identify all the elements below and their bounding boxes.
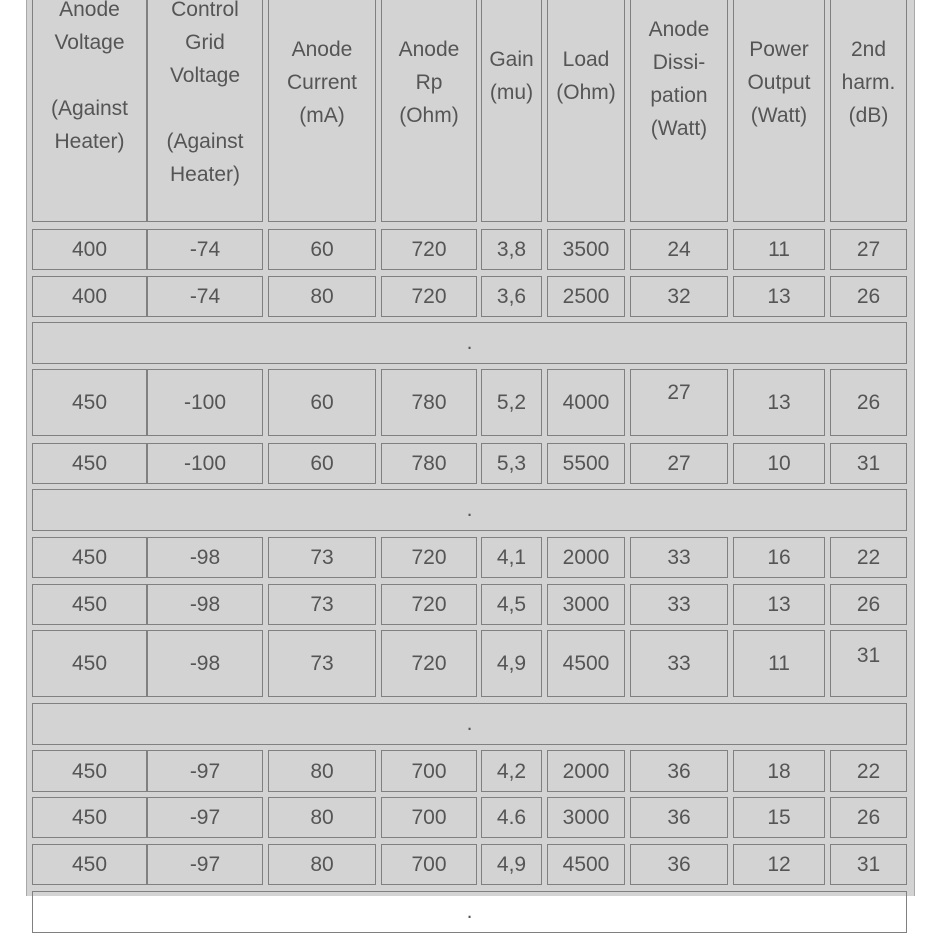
cell-anode-rp [381,630,477,697]
cell-load [547,630,625,697]
cell-gain [481,584,542,625]
cell-gain [481,750,542,792]
cell-anode-rp [381,369,477,436]
cell-anode-current-text: 60 [310,452,334,475]
cell-anode-rp-text: 720 [411,652,447,675]
cell-grid-voltage [147,443,263,484]
cell-anode-dissipation-text: 27 [667,381,691,404]
cell-anode-dissipation [630,537,728,578]
cell-anode-rp-text: 720 [411,285,447,308]
cell-anode-voltage-text: 450 [71,652,108,675]
cell-power-output-text: 13 [767,391,791,414]
cell-power-output-text: 11 [768,238,790,261]
cell-anode-voltage-text: 450 [71,806,108,829]
cell-power-output [733,537,825,578]
cell-anode-voltage-text: 450 [71,452,108,475]
cell-grid-voltage [147,584,263,625]
cell-grid-voltage-text: -100 [183,391,227,414]
header-load-text: Load (Ohm) [556,48,616,104]
cell-second-harmonic [830,229,907,270]
cell-anode-voltage [32,229,147,270]
cell-gain-text: 4,1 [496,546,527,569]
cell-anode-rp [381,537,477,578]
cell-anode-dissipation [630,276,728,317]
cell-anode-current-text: 80 [310,759,334,783]
cell-anode-voltage [32,630,147,697]
cell-anode-rp [381,276,477,317]
cell-load [547,443,625,484]
cell-anode-rp-text: 720 [411,593,447,616]
cell-second-harmonic [830,537,907,578]
cell-gain [481,630,542,697]
cell-anode-dissipation [630,844,728,885]
cell-second-harmonic [830,276,907,317]
cell-power-output [733,584,825,625]
separator-row [32,703,907,745]
cell-anode-dissipation-text: 32 [667,285,691,308]
cell-anode-current-text: 80 [310,285,334,308]
separator-row [32,891,907,933]
header-power-output [733,0,825,222]
cell-anode-rp [381,584,477,625]
cell-gain [481,797,542,838]
cell-anode-voltage [32,750,147,792]
cell-grid-voltage-text: -98 [189,546,221,569]
cell-anode-voltage [32,584,147,625]
header-anode-dissipation [630,0,728,222]
cell-second-harmonic [830,443,907,484]
header-grid-voltage [147,0,263,222]
cell-load [547,844,625,885]
cell-gain-text: 4,9 [496,652,527,675]
cell-power-output-text: 13 [767,593,791,616]
cell-gain-text: 3,8 [496,238,527,261]
cell-grid-voltage [147,229,263,270]
cell-anode-voltage-text: 450 [71,593,108,616]
cell-anode-voltage-text: 400 [71,285,108,308]
cell-gain-text: 4,2 [496,759,527,783]
cell-load-text: 5500 [562,452,610,475]
cell-gain [481,844,542,885]
cell-anode-rp-text: 700 [411,759,447,783]
cell-anode-current-text: 73 [310,593,334,616]
cell-anode-voltage [32,797,147,838]
cell-anode-current-text: 73 [310,652,334,675]
cell-grid-voltage [147,630,263,697]
cell-gain [481,229,542,270]
cell-load-text: 3000 [562,806,610,829]
cell-gain [481,276,542,317]
cell-load [547,276,625,317]
header-anode-rp-text: Anode Rp (Ohm) [398,38,460,127]
cell-anode-dissipation [630,229,728,270]
cell-power-output [733,750,825,792]
cell-power-output [733,443,825,484]
cell-anode-current [268,630,376,697]
cell-load [547,537,625,578]
separator-row [32,322,907,364]
cell-anode-current-text: 60 [310,238,334,261]
cell-load-text: 2000 [562,759,610,783]
cell-power-output [733,369,825,436]
cell-anode-rp [381,844,477,885]
cell-power-output-text: 18 [767,759,791,783]
cell-second-harmonic [830,844,907,885]
cell-grid-voltage [147,537,263,578]
cell-anode-current [268,276,376,317]
cell-power-output [733,276,825,317]
separator-row-text: . [466,712,473,735]
cell-anode-current [268,797,376,838]
cell-anode-voltage [32,844,147,885]
cell-anode-dissipation [630,750,728,792]
cell-grid-voltage [147,369,263,436]
cell-anode-dissipation-text: 36 [667,759,691,783]
cell-anode-current-text: 80 [310,806,334,829]
cell-anode-rp [381,797,477,838]
cell-load-text: 4500 [562,853,610,876]
cell-load [547,584,625,625]
header-anode-rp [381,0,477,222]
header-anode-voltage-text: Anode Voltage (Against Heater) [50,0,129,153]
cell-anode-voltage [32,443,147,484]
header-anode-dissipation-text: Anode Dissi- pation (Watt) [648,18,710,140]
cell-anode-dissipation-text: 33 [667,546,691,569]
cell-load-text: 3000 [562,593,610,616]
cell-anode-current-text: 60 [310,391,334,414]
cell-second-harmonic-text: 31 [856,452,881,475]
cell-grid-voltage-text: -100 [183,452,227,475]
cell-anode-voltage-text: 450 [71,546,108,569]
cell-anode-dissipation-text: 36 [667,853,691,876]
cell-anode-rp-text: 700 [411,853,447,876]
cell-anode-rp-text: 780 [411,452,447,475]
cell-anode-dissipation-text: 24 [667,238,691,261]
cell-anode-voltage [32,537,147,578]
cell-gain-text: 4,9 [496,853,527,876]
cell-anode-voltage-text: 400 [71,238,108,261]
cell-grid-voltage-text: -97 [189,853,221,876]
header-anode-voltage [32,0,147,222]
cell-second-harmonic-text: 26 [856,285,881,308]
cell-second-harmonic-text: 31 [856,853,881,876]
cell-second-harmonic-text: 26 [856,806,881,829]
cell-anode-rp-text: 700 [411,806,447,829]
cell-gain [481,537,542,578]
cell-grid-voltage-text: -98 [189,593,221,616]
cell-power-output-text: 15 [767,806,791,829]
cell-gain [481,443,542,484]
cell-gain-text: 5,3 [496,452,527,475]
header-second-harmonic [830,0,907,222]
cell-load [547,797,625,838]
cell-second-harmonic [830,630,907,697]
cell-anode-voltage-text: 450 [71,759,108,783]
cell-second-harmonic-text: 22 [856,759,881,783]
cell-grid-voltage-text: -97 [189,806,221,829]
cell-grid-voltage-text: -97 [189,759,221,783]
cell-second-harmonic [830,797,907,838]
cell-grid-voltage-text: -74 [189,285,221,308]
header-power-output-text: Power Output (Watt) [747,38,811,127]
separator-row [32,489,907,531]
cell-anode-dissipation-text: 27 [667,452,691,475]
cell-anode-dissipation [630,443,728,484]
cell-power-output-text: 13 [767,285,791,308]
cell-power-output [733,844,825,885]
cell-second-harmonic [830,369,907,436]
cell-load [547,750,625,792]
cell-second-harmonic-text: 26 [856,391,881,414]
cell-anode-current [268,584,376,625]
cell-second-harmonic-text: 27 [856,238,881,261]
cell-load-text: 2500 [562,285,610,308]
cell-anode-rp-text: 720 [411,238,447,261]
cell-anode-rp [381,443,477,484]
header-anode-current-text: Anode Current (mA) [286,38,358,127]
cell-grid-voltage [147,844,263,885]
cell-power-output [733,797,825,838]
header-grid-voltage-text: Control Grid Voltage (Against Heater) [166,0,244,186]
separator-row-text: . [466,900,473,923]
cell-second-harmonic-text: 22 [856,546,881,569]
cell-gain-text: 4,5 [496,593,527,616]
header-load [547,0,625,222]
header-gain [481,0,542,222]
cell-anode-voltage-text: 450 [71,853,108,876]
cell-power-output [733,229,825,270]
cell-second-harmonic [830,750,907,792]
cell-anode-dissipation [630,630,728,697]
cell-power-output-text: 11 [768,652,790,675]
cell-anode-voltage [32,276,147,317]
cell-gain-text: 3,6 [496,285,527,308]
cell-anode-dissipation [630,369,728,436]
cell-load-text: 4000 [562,391,610,414]
cell-load-text: 4500 [562,652,610,675]
cell-load-text: 3500 [562,238,610,261]
cell-anode-voltage [32,369,147,436]
cell-anode-current [268,369,376,436]
cell-anode-current [268,537,376,578]
cell-grid-voltage [147,797,263,838]
cell-anode-rp [381,750,477,792]
cell-power-output [733,630,825,697]
cell-load [547,369,625,436]
cell-power-output-text: 10 [767,452,791,475]
cell-anode-voltage-text: 450 [71,391,108,414]
header-second-harmonic-text: 2nd harm. (dB) [841,38,896,127]
header-gain-text: Gain (mu) [489,48,534,104]
cell-anode-dissipation-text: 33 [667,593,691,616]
cell-anode-current [268,844,376,885]
cell-load [547,229,625,270]
header-anode-current [268,0,376,222]
cell-anode-rp [381,229,477,270]
cell-second-harmonic-text: 31 [856,644,881,667]
cell-load-text: 2000 [562,546,610,569]
cell-anode-current-text: 80 [310,853,334,876]
tube-data-table [26,0,915,923]
cell-gain [481,369,542,436]
cell-second-harmonic [830,584,907,625]
cell-anode-current [268,443,376,484]
cell-anode-dissipation [630,797,728,838]
cell-anode-rp-text: 720 [411,546,447,569]
cell-anode-dissipation [630,584,728,625]
cell-anode-current-text: 73 [310,546,334,569]
cell-anode-dissipation-text: 36 [667,806,691,829]
separator-row-text: . [466,498,473,521]
cell-second-harmonic-text: 26 [856,593,881,616]
cell-grid-voltage [147,750,263,792]
cell-anode-dissipation-text: 33 [667,652,691,675]
cell-anode-current [268,229,376,270]
cell-grid-voltage-text: -74 [189,238,221,261]
cell-power-output-text: 12 [767,853,791,876]
separator-row-text: . [466,331,473,354]
cell-grid-voltage [147,276,263,317]
cell-power-output-text: 16 [767,546,791,569]
cell-anode-current [268,750,376,792]
cell-gain-text: 5,2 [496,391,527,414]
cell-grid-voltage-text: -98 [189,652,221,675]
cell-gain-text: 4.6 [496,806,527,829]
cell-anode-rp-text: 780 [411,391,447,414]
